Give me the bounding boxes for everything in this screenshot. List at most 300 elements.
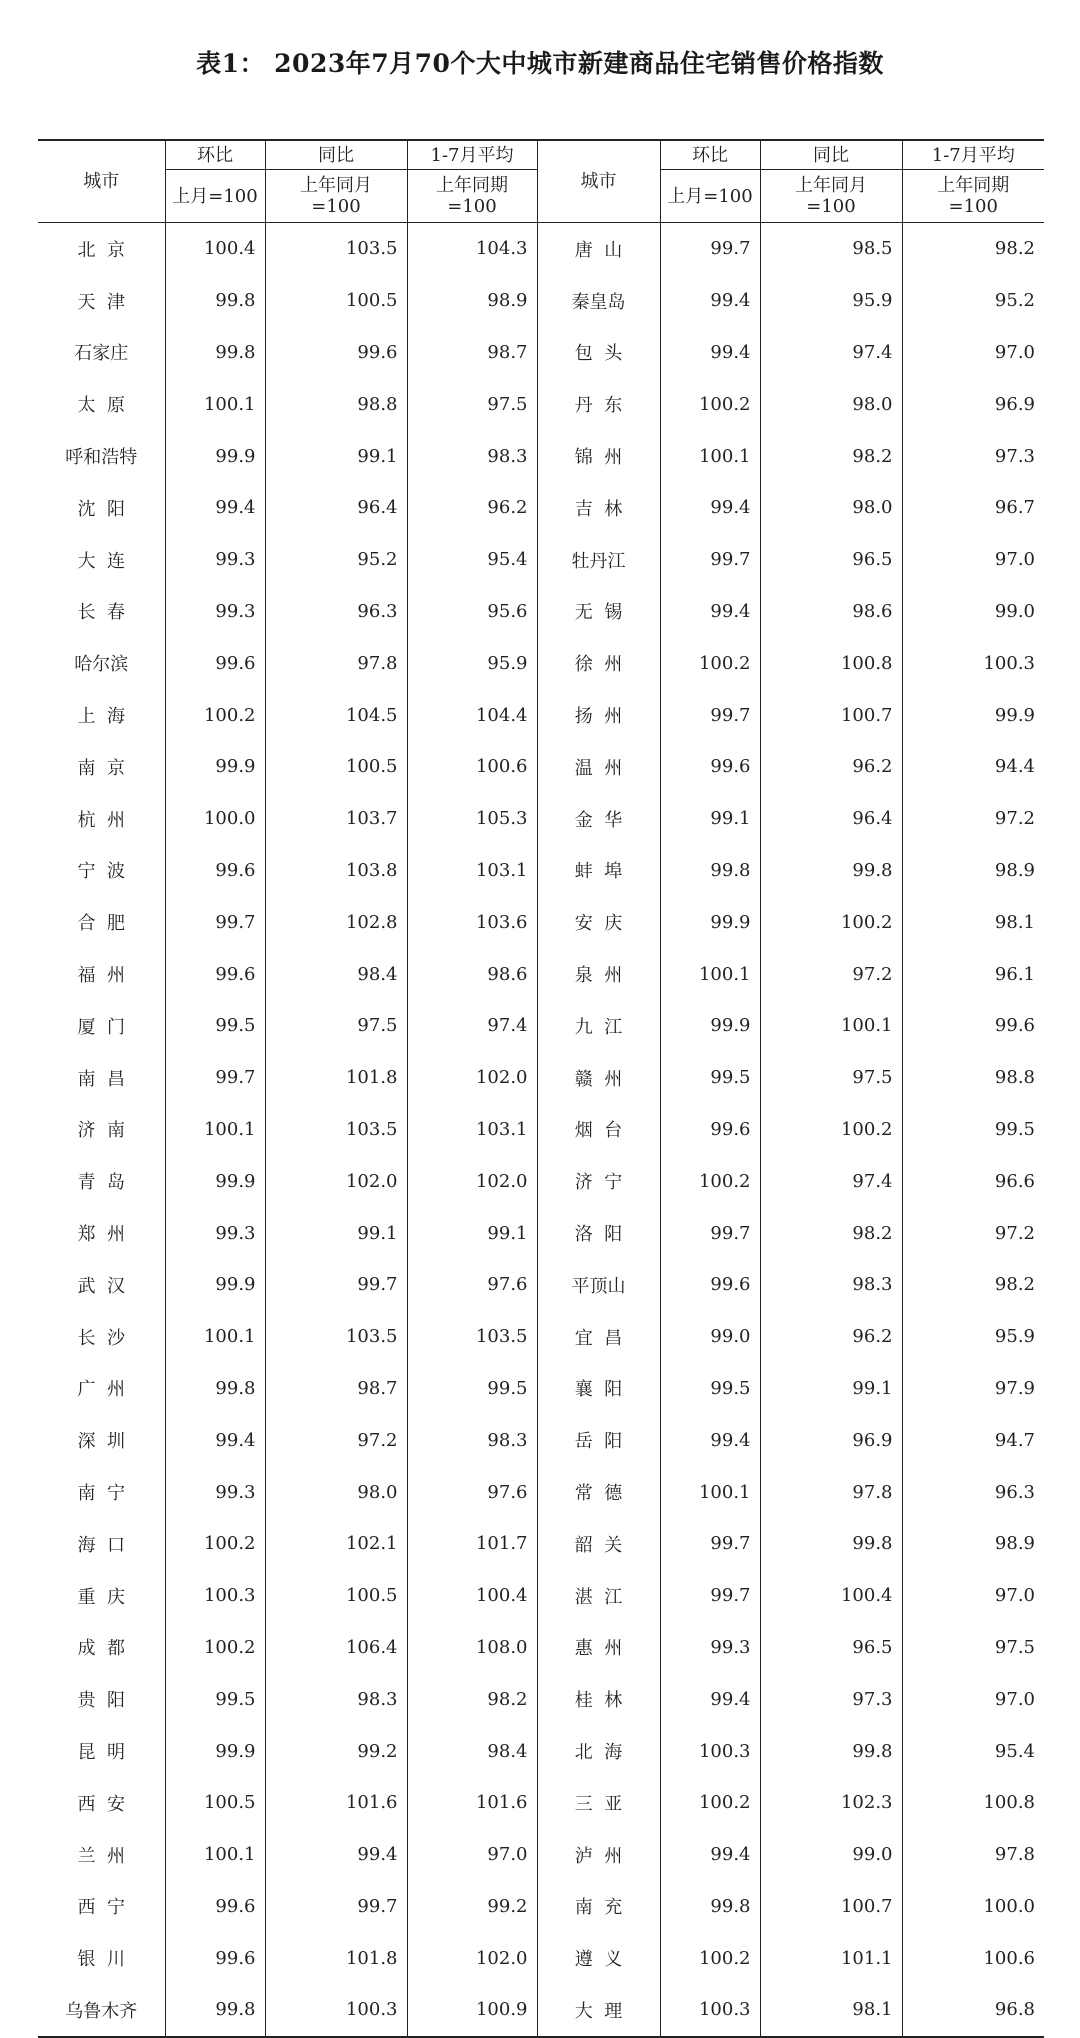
- cell-yoy-right: 100.2: [760, 896, 902, 948]
- table-row: [38, 482, 1044, 534]
- cell-mom-right: 100.2: [660, 637, 760, 689]
- cell-mom-left: 99.3: [165, 586, 265, 638]
- table-row: [38, 1673, 1044, 1725]
- cell-city-right: 包 头: [537, 327, 660, 379]
- cell-yoy-right: 98.5: [760, 223, 902, 275]
- cell-mom-right: 99.4: [660, 1673, 760, 1725]
- cell-city-right: 宜 昌: [537, 1311, 660, 1363]
- cell-avg-left: 102.0: [407, 1155, 537, 1207]
- cell-yoy-left: 98.3: [265, 1673, 407, 1725]
- cell-city-right: 蚌 埠: [537, 845, 660, 897]
- cell-avg-left: 100.4: [407, 1570, 537, 1622]
- cell-avg-left: 100.9: [407, 1984, 537, 2037]
- cell-mom-left: 100.3: [165, 1570, 265, 1622]
- cell-yoy-left: 104.5: [265, 689, 407, 741]
- cell-yoy-left: 99.7: [265, 1259, 407, 1311]
- cell-mom-right: 99.6: [660, 1104, 760, 1156]
- cell-city-right: 烟 台: [537, 1104, 660, 1156]
- cell-city-left: 厦 门: [77, 1016, 125, 1038]
- table-row: [38, 1932, 1044, 1984]
- cell-city-left: 呼和浩特: [65, 447, 138, 469]
- cell-avg-right: 98.1: [902, 896, 1044, 948]
- cell-yoy-right: 100.2: [760, 1104, 902, 1156]
- cell-yoy-left: 99.6: [265, 327, 407, 379]
- cell-yoy-left: 98.0: [265, 1466, 407, 1518]
- cell-mom-right: 100.1: [660, 1466, 760, 1518]
- cell-avg-left: 99.2: [407, 1881, 537, 1933]
- cell-mom-left: 99.9: [165, 741, 265, 793]
- table-row: [38, 1829, 1044, 1881]
- cell-mom-right: 99.4: [660, 275, 760, 327]
- cell-city-right: 九 江: [537, 1000, 660, 1052]
- cell-city-right: 牡丹江: [537, 534, 660, 586]
- cell-mom-left: 99.9: [165, 430, 265, 482]
- cell-avg-left: 103.5: [407, 1311, 537, 1363]
- cell-avg-left: 95.9: [407, 637, 537, 689]
- cell-mom-left: 99.9: [165, 1259, 265, 1311]
- cell-avg-right: 96.7: [902, 482, 1044, 534]
- cell-avg-right: 97.5: [902, 1622, 1044, 1674]
- cell-avg-left: 99.5: [407, 1363, 537, 1415]
- cell-mom-right: 100.2: [660, 1777, 760, 1829]
- header-avg-right: 1-7月平均: [902, 140, 1044, 170]
- cell-city-left: 乌鲁木齐: [65, 2000, 138, 2022]
- table-row: [38, 1000, 1044, 1052]
- table-row: [38, 1311, 1044, 1363]
- cell-avg-left: 97.6: [407, 1466, 537, 1518]
- cell-city-right: 赣 州: [537, 1052, 660, 1104]
- cell-yoy-right: 97.4: [760, 327, 902, 379]
- cell-city-left: 太 原: [77, 395, 125, 417]
- table-row: [38, 1259, 1044, 1311]
- cell-mom-right: 99.4: [660, 586, 760, 638]
- cell-mom-right: 99.8: [660, 845, 760, 897]
- cell-yoy-right: 98.0: [760, 482, 902, 534]
- cell-city-left: 昆 明: [77, 1742, 125, 1763]
- cell-mom-left: 99.4: [165, 482, 265, 534]
- cell-avg-left: 98.3: [407, 430, 537, 482]
- price-index-table: [38, 139, 1044, 2038]
- cell-yoy-right: 98.2: [760, 1207, 902, 1259]
- cell-avg-left: 104.4: [407, 689, 537, 741]
- cell-mom-left: 100.1: [165, 1829, 265, 1881]
- cell-yoy-left: 100.3: [265, 1984, 407, 2037]
- cell-yoy-left: 99.7: [265, 1881, 407, 1933]
- cell-mom-left: 99.6: [165, 637, 265, 689]
- cell-mom-left: 99.6: [165, 948, 265, 1000]
- cell-city-right: 吉 林: [537, 482, 660, 534]
- cell-city-left: 合 肥: [77, 913, 125, 935]
- header-city-right: 城市: [537, 140, 660, 223]
- cell-city-left: 石家庄: [74, 343, 129, 365]
- table-title: 表1： 2023年7月70个大中城市新建商品住宅销售价格指数: [196, 49, 884, 78]
- cell-city-right: 三 亚: [537, 1777, 660, 1829]
- cell-avg-right: 96.8: [902, 1984, 1044, 2037]
- cell-yoy-right: 99.8: [760, 845, 902, 897]
- cell-avg-left: 103.1: [407, 1104, 537, 1156]
- cell-mom-right: 99.3: [660, 1622, 760, 1674]
- cell-avg-right: 97.0: [902, 1570, 1044, 1622]
- cell-avg-right: 100.0: [902, 1881, 1044, 1933]
- cell-yoy-left: 99.2: [265, 1725, 407, 1777]
- cell-city-left: 贵 阳: [77, 1690, 125, 1712]
- cell-city-left: 上 海: [77, 706, 125, 728]
- cell-mom-right: 99.7: [660, 223, 760, 275]
- cell-city-right: 泸 州: [537, 1829, 660, 1881]
- cell-city-left: 南 京: [77, 757, 125, 779]
- cell-city-right: 泉 州: [537, 948, 660, 1000]
- cell-yoy-left: 102.8: [265, 896, 407, 948]
- table-row: [38, 637, 1044, 689]
- table-row: [38, 1570, 1044, 1622]
- cell-yoy-left: 97.2: [265, 1414, 407, 1466]
- cell-city-right: 平顶山: [537, 1259, 660, 1311]
- cell-mom-left: 99.9: [165, 1725, 265, 1777]
- cell-city-right: 岳 阳: [537, 1414, 660, 1466]
- cell-yoy-right: 101.1: [760, 1932, 902, 1984]
- cell-yoy-left: 97.8: [265, 637, 407, 689]
- cell-yoy-right: 100.8: [760, 637, 902, 689]
- cell-yoy-right: 100.7: [760, 689, 902, 741]
- cell-yoy-left: 101.8: [265, 1932, 407, 1984]
- cell-avg-right: 97.3: [902, 430, 1044, 482]
- cell-city-right: 北 海: [537, 1725, 660, 1777]
- cell-mom-right: 100.1: [660, 430, 760, 482]
- cell-mom-right: 99.7: [660, 1518, 760, 1570]
- table-row: [38, 378, 1044, 430]
- cell-yoy-left: 100.5: [265, 1570, 407, 1622]
- cell-avg-left: 95.4: [407, 534, 537, 586]
- cell-yoy-right: 99.8: [760, 1518, 902, 1570]
- cell-mom-right: 99.9: [660, 1000, 760, 1052]
- cell-avg-left: 105.3: [407, 793, 537, 845]
- cell-yoy-right: 98.6: [760, 586, 902, 638]
- cell-city-right: 洛 阳: [537, 1207, 660, 1259]
- cell-city-left: 济 南: [77, 1120, 125, 1142]
- cell-mom-left: 100.1: [165, 378, 265, 430]
- cell-avg-right: 99.5: [902, 1104, 1044, 1156]
- cell-yoy-right: 100.1: [760, 1000, 902, 1052]
- cell-mom-left: 99.3: [165, 1207, 265, 1259]
- cell-mom-left: 100.2: [165, 1518, 265, 1570]
- cell-avg-left: 97.4: [407, 1000, 537, 1052]
- header-yoy-right: 同比: [760, 140, 902, 170]
- cell-yoy-right: 99.8: [760, 1725, 902, 1777]
- cell-avg-left: 98.3: [407, 1414, 537, 1466]
- cell-yoy-left: 106.4: [265, 1622, 407, 1674]
- cell-yoy-left: 98.8: [265, 378, 407, 430]
- cell-avg-right: 96.9: [902, 378, 1044, 430]
- cell-mom-right: 100.2: [660, 378, 760, 430]
- cell-avg-left: 102.0: [407, 1932, 537, 1984]
- cell-city-left: 银 川: [77, 1949, 125, 1971]
- cell-city-left: 西 宁: [77, 1897, 125, 1919]
- cell-yoy-left: 99.4: [265, 1829, 407, 1881]
- header-mom-base-left: 上月=100: [165, 170, 265, 223]
- cell-yoy-right: 97.8: [760, 1466, 902, 1518]
- cell-city-right: 惠 州: [537, 1622, 660, 1674]
- cell-city-right: 韶 关: [537, 1518, 660, 1570]
- cell-mom-left: 99.7: [165, 896, 265, 948]
- cell-yoy-left: 95.2: [265, 534, 407, 586]
- cell-avg-left: 108.0: [407, 1622, 537, 1674]
- cell-yoy-right: 99.1: [760, 1363, 902, 1415]
- cell-avg-right: 97.8: [902, 1829, 1044, 1881]
- cell-city-left: 兰 州: [77, 1845, 125, 1867]
- header-avg-base-left: 上年同期 =100: [407, 170, 537, 223]
- cell-yoy-right: 98.2: [760, 430, 902, 482]
- header-yoy-base-left: 上年同月 =100: [265, 170, 407, 223]
- cell-mom-left: 99.3: [165, 1466, 265, 1518]
- cell-city-right: 温 州: [537, 741, 660, 793]
- cell-avg-right: 99.6: [902, 1000, 1044, 1052]
- cell-avg-right: 95.9: [902, 1311, 1044, 1363]
- cell-yoy-left: 97.5: [265, 1000, 407, 1052]
- cell-city-left: 大 连: [77, 550, 125, 572]
- table-row: [38, 275, 1044, 327]
- cell-mom-left: 100.2: [165, 1622, 265, 1674]
- cell-avg-left: 98.6: [407, 948, 537, 1000]
- cell-mom-left: 100.4: [165, 223, 265, 275]
- cell-yoy-right: 102.3: [760, 1777, 902, 1829]
- cell-avg-right: 98.9: [902, 1518, 1044, 1570]
- cell-city-left: 南 宁: [77, 1483, 125, 1505]
- header-city-left: 城市: [38, 140, 165, 223]
- cell-avg-right: 98.2: [902, 1259, 1044, 1311]
- cell-mom-right: 99.7: [660, 689, 760, 741]
- header-mom-left: 环比: [165, 140, 265, 170]
- table-row: [38, 534, 1044, 586]
- cell-yoy-right: 96.5: [760, 1622, 902, 1674]
- cell-mom-left: 99.9: [165, 1155, 265, 1207]
- cell-avg-left: 103.6: [407, 896, 537, 948]
- cell-city-left: 哈尔滨: [74, 654, 129, 676]
- cell-avg-right: 97.2: [902, 793, 1044, 845]
- table-row: [38, 1622, 1044, 1674]
- table-row: [38, 896, 1044, 948]
- cell-avg-right: 100.3: [902, 637, 1044, 689]
- cell-city-right: 湛 江: [537, 1570, 660, 1622]
- header-avg-left: 1-7月平均: [407, 140, 537, 170]
- cell-yoy-left: 103.8: [265, 845, 407, 897]
- cell-mom-left: 100.1: [165, 1311, 265, 1363]
- cell-avg-left: 101.7: [407, 1518, 537, 1570]
- cell-mom-left: 100.1: [165, 1104, 265, 1156]
- table-row: [38, 1414, 1044, 1466]
- table-row: [38, 430, 1044, 482]
- cell-avg-right: 96.1: [902, 948, 1044, 1000]
- cell-mom-right: 100.1: [660, 948, 760, 1000]
- cell-mom-left: 99.5: [165, 1673, 265, 1725]
- cell-mom-left: 100.0: [165, 793, 265, 845]
- cell-mom-left: 99.7: [165, 1052, 265, 1104]
- table-row: [38, 1777, 1044, 1829]
- cell-mom-right: 99.8: [660, 1881, 760, 1933]
- cell-city-left: 武 汉: [77, 1275, 125, 1297]
- cell-mom-right: 100.3: [660, 1984, 760, 2037]
- cell-mom-left: 100.2: [165, 689, 265, 741]
- cell-mom-right: 99.0: [660, 1311, 760, 1363]
- table-row: [38, 689, 1044, 741]
- cell-yoy-left: 103.5: [265, 223, 407, 275]
- cell-avg-right: 95.2: [902, 275, 1044, 327]
- cell-yoy-right: 100.4: [760, 1570, 902, 1622]
- cell-avg-right: 98.9: [902, 845, 1044, 897]
- cell-avg-right: 98.2: [902, 223, 1044, 275]
- cell-avg-right: 97.0: [902, 534, 1044, 586]
- cell-avg-left: 100.6: [407, 741, 537, 793]
- cell-mom-left: 99.4: [165, 1414, 265, 1466]
- cell-yoy-left: 103.5: [265, 1311, 407, 1363]
- header-mom-right: 环比: [660, 140, 760, 170]
- cell-mom-left: 99.8: [165, 1984, 265, 2037]
- table-row: [38, 845, 1044, 897]
- cell-mom-right: 99.7: [660, 1207, 760, 1259]
- cell-yoy-left: 102.0: [265, 1155, 407, 1207]
- cell-yoy-left: 101.6: [265, 1777, 407, 1829]
- header-mom-base-right: 上月=100: [660, 170, 760, 223]
- cell-yoy-right: 96.5: [760, 534, 902, 586]
- cell-city-left: 天 津: [77, 291, 125, 313]
- cell-avg-left: 96.2: [407, 482, 537, 534]
- cell-yoy-right: 98.1: [760, 1984, 902, 2037]
- table-row: [38, 1104, 1044, 1156]
- cell-yoy-left: 100.5: [265, 741, 407, 793]
- header-yoy-base-right: 上年同月 =100: [760, 170, 902, 223]
- cell-city-left: 长 春: [77, 602, 125, 624]
- cell-yoy-right: 96.2: [760, 741, 902, 793]
- table-row: [38, 793, 1044, 845]
- cell-mom-right: 99.7: [660, 534, 760, 586]
- cell-avg-right: 94.7: [902, 1414, 1044, 1466]
- cell-mom-left: 99.6: [165, 1932, 265, 1984]
- header-avg-base-right: 上年同期 =100: [902, 170, 1044, 223]
- cell-mom-left: 99.6: [165, 1881, 265, 1933]
- cell-yoy-left: 103.5: [265, 1104, 407, 1156]
- cell-avg-left: 103.1: [407, 845, 537, 897]
- cell-avg-right: 97.9: [902, 1363, 1044, 1415]
- cell-mom-left: 99.3: [165, 534, 265, 586]
- cell-city-left: 西 安: [77, 1793, 125, 1815]
- cell-city-left: 郑 州: [77, 1224, 125, 1246]
- cell-avg-right: 95.4: [902, 1725, 1044, 1777]
- cell-mom-right: 99.1: [660, 793, 760, 845]
- table-row: [38, 1725, 1044, 1777]
- cell-city-right: 唐 山: [537, 223, 660, 275]
- cell-yoy-right: 98.0: [760, 378, 902, 430]
- cell-avg-left: 102.0: [407, 1052, 537, 1104]
- cell-yoy-left: 100.5: [265, 275, 407, 327]
- cell-city-left: 重 庆: [77, 1586, 125, 1608]
- table-row: [38, 1363, 1044, 1415]
- cell-city-right: 常 德: [537, 1466, 660, 1518]
- cell-city-left: 福 州: [77, 965, 125, 987]
- cell-city-right: 锦 州: [537, 430, 660, 482]
- cell-avg-right: 96.6: [902, 1155, 1044, 1207]
- cell-avg-right: 96.3: [902, 1466, 1044, 1518]
- cell-mom-right: 100.3: [660, 1725, 760, 1777]
- cell-city-left: 长 沙: [77, 1327, 125, 1349]
- cell-city-left: 沈 阳: [77, 498, 125, 520]
- cell-mom-right: 99.4: [660, 327, 760, 379]
- cell-city-right: 无 锡: [537, 586, 660, 638]
- cell-city-right: 秦皇岛: [537, 275, 660, 327]
- cell-avg-right: 97.2: [902, 1207, 1044, 1259]
- cell-yoy-right: 97.4: [760, 1155, 902, 1207]
- cell-mom-left: 100.5: [165, 1777, 265, 1829]
- cell-yoy-left: 96.4: [265, 482, 407, 534]
- table-row: [38, 1881, 1044, 1933]
- cell-city-left: 深 圳: [77, 1431, 125, 1453]
- cell-yoy-right: 95.9: [760, 275, 902, 327]
- cell-yoy-right: 96.9: [760, 1414, 902, 1466]
- cell-city-left: 北 京: [77, 239, 125, 261]
- cell-city-left: 成 都: [77, 1638, 125, 1660]
- cell-mom-right: 99.5: [660, 1052, 760, 1104]
- cell-city-right: 大 理: [537, 1984, 660, 2037]
- cell-avg-left: 101.6: [407, 1777, 537, 1829]
- cell-mom-left: 99.8: [165, 327, 265, 379]
- cell-mom-left: 99.6: [165, 845, 265, 897]
- cell-mom-right: 100.2: [660, 1932, 760, 1984]
- cell-yoy-right: 96.2: [760, 1311, 902, 1363]
- cell-avg-left: 95.6: [407, 586, 537, 638]
- cell-mom-right: 99.4: [660, 1829, 760, 1881]
- cell-avg-right: 99.9: [902, 689, 1044, 741]
- cell-avg-left: 99.1: [407, 1207, 537, 1259]
- table-row: [38, 741, 1044, 793]
- table-row: [38, 1207, 1044, 1259]
- cell-yoy-left: 99.1: [265, 430, 407, 482]
- cell-yoy-left: 101.8: [265, 1052, 407, 1104]
- cell-yoy-right: 96.4: [760, 793, 902, 845]
- cell-yoy-left: 103.7: [265, 793, 407, 845]
- cell-mom-right: 99.6: [660, 1259, 760, 1311]
- cell-mom-right: 99.4: [660, 1414, 760, 1466]
- cell-avg-left: 97.6: [407, 1259, 537, 1311]
- cell-city-right: 济 宁: [537, 1155, 660, 1207]
- cell-avg-right: 99.0: [902, 586, 1044, 638]
- cell-yoy-left: 102.1: [265, 1518, 407, 1570]
- cell-avg-right: 94.4: [902, 741, 1044, 793]
- cell-yoy-left: 98.7: [265, 1363, 407, 1415]
- cell-city-right: 南 充: [537, 1881, 660, 1933]
- cell-avg-left: 98.4: [407, 1725, 537, 1777]
- cell-city-right: 桂 林: [537, 1673, 660, 1725]
- cell-city-left: 青 岛: [77, 1172, 125, 1194]
- cell-city-left: 宁 波: [77, 861, 125, 883]
- cell-yoy-right: 100.7: [760, 1881, 902, 1933]
- table-row: [38, 223, 1044, 275]
- cell-mom-right: 99.4: [660, 482, 760, 534]
- cell-city-left: 海 口: [77, 1534, 125, 1556]
- cell-city-right: 扬 州: [537, 689, 660, 741]
- cell-mom-left: 99.8: [165, 275, 265, 327]
- cell-yoy-right: 98.3: [760, 1259, 902, 1311]
- cell-city-left: 广 州: [77, 1379, 125, 1401]
- cell-city-right: 徐 州: [537, 637, 660, 689]
- cell-city-left: 杭 州: [77, 809, 125, 831]
- cell-avg-right: 97.0: [902, 327, 1044, 379]
- cell-mom-right: 100.2: [660, 1155, 760, 1207]
- cell-city-right: 金 华: [537, 793, 660, 845]
- cell-yoy-left: 96.3: [265, 586, 407, 638]
- cell-mom-left: 99.5: [165, 1000, 265, 1052]
- table-row: [38, 1984, 1044, 2037]
- table-row: [38, 1466, 1044, 1518]
- cell-mom-right: 99.7: [660, 1570, 760, 1622]
- cell-yoy-left: 98.4: [265, 948, 407, 1000]
